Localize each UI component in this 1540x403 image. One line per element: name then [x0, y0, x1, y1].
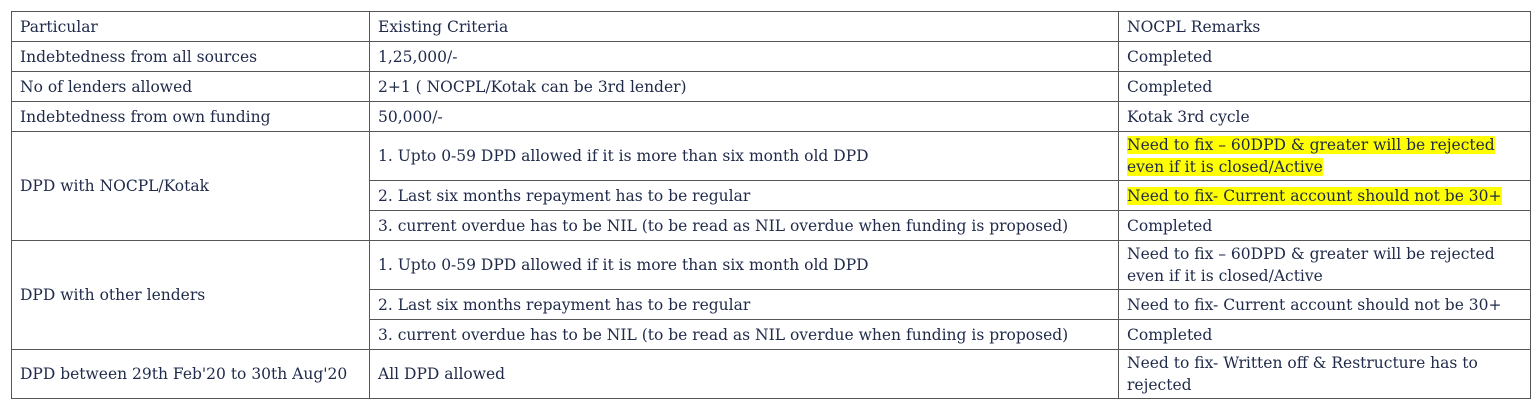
- highlighted-remark: Need to fix- Current account should not be 30+: [1127, 186, 1502, 205]
- row-remarks: Completed: [1119, 320, 1531, 350]
- row-particular: Indebtedness from all sources: [12, 42, 370, 72]
- row-existing: 3. current overdue has to be NIL (to be read as NIL overdue when funding is proposed): [370, 211, 1119, 241]
- row-existing: 2. Last six months repayment has to be regular: [370, 290, 1119, 320]
- table-row: [12, 350, 1531, 399]
- row-particular-dpd-period: DPD between 29th Feb'20 to 30th Aug'20: [12, 350, 370, 399]
- row-existing: 1,25,000/-: [370, 42, 1119, 72]
- row-remarks: [1119, 181, 1531, 211]
- row-particular: Indebtedness from own funding: [12, 102, 370, 132]
- table-row: [12, 72, 1531, 102]
- row-particular: No of lenders allowed: [12, 72, 370, 102]
- header-particular: Particular: [12, 12, 370, 42]
- row-remarks: Need to fix – 60DPD & greater will be rejected even if it is closed/Active: [1119, 241, 1531, 290]
- table-row: [12, 102, 1531, 132]
- highlighted-remark: Need to fix – 60DPD & greater will be rejected even if it is closed/Active: [1127, 136, 1495, 176]
- row-particular-dpd-nocpl: DPD with NOCPL/Kotak: [12, 132, 370, 241]
- row-remarks: Completed: [1119, 72, 1531, 102]
- row-remarks: Need to fix- Written off & Restructure has to rejected: [1119, 350, 1531, 399]
- table-row: [12, 241, 1531, 290]
- row-remarks: Completed: [1119, 211, 1531, 241]
- row-existing: 50,000/-: [370, 102, 1119, 132]
- row-existing: 2. Last six months repayment has to be regular: [370, 181, 1119, 211]
- header-nocpl-remarks: NOCPL Remarks: [1119, 12, 1531, 42]
- table-row: [12, 42, 1531, 72]
- row-remarks: [1119, 132, 1531, 181]
- row-remarks: Kotak 3rd cycle: [1119, 102, 1531, 132]
- row-existing: All DPD allowed: [370, 350, 1119, 399]
- row-remarks: Completed: [1119, 42, 1531, 72]
- table-row: [12, 132, 1531, 181]
- row-existing: 1. Upto 0-59 DPD allowed if it is more than six month old DPD: [370, 132, 1119, 181]
- header-existing-criteria: Existing Criteria: [370, 12, 1119, 42]
- row-existing: 1. Upto 0-59 DPD allowed if it is more than six month old DPD: [370, 241, 1119, 290]
- row-remarks: Need to fix- Current account should not be 30+: [1119, 290, 1531, 320]
- table-header-row: [12, 12, 1531, 42]
- row-existing: 3. current overdue has to be NIL (to be read as NIL overdue when funding is proposed): [370, 320, 1119, 350]
- criteria-table: [11, 11, 1531, 399]
- row-existing: 2+1 ( NOCPL/Kotak can be 3rd lender): [370, 72, 1119, 102]
- row-particular-dpd-other: DPD with other lenders: [12, 241, 370, 350]
